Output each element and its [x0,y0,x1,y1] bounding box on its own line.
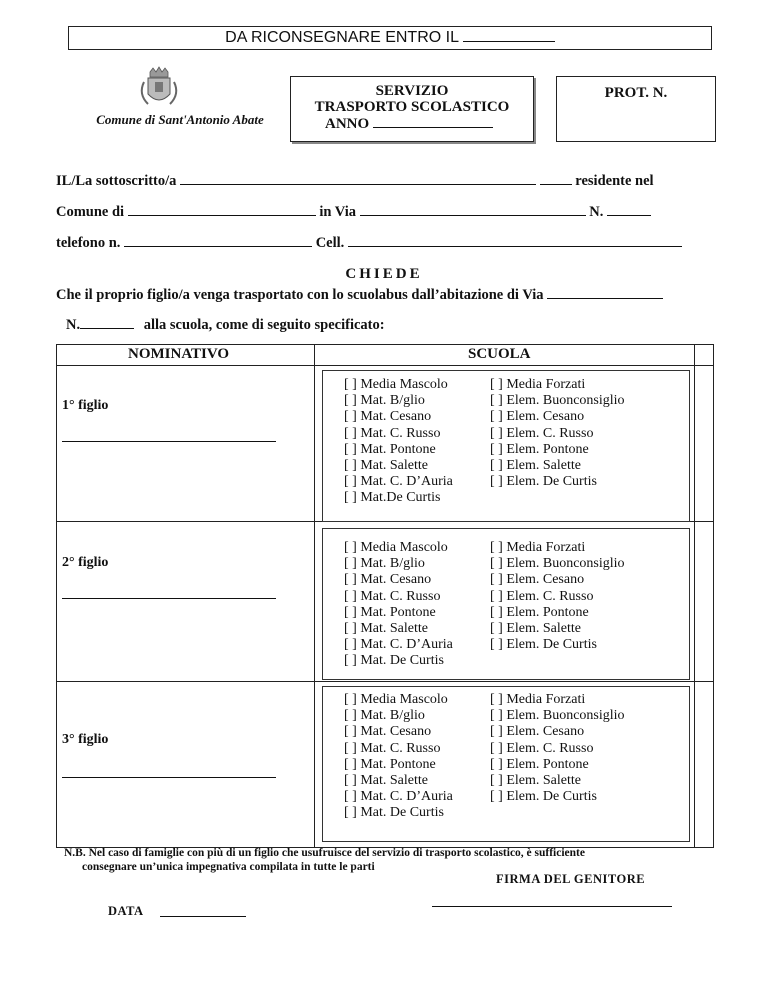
comune-field-label: Comune di [56,204,125,220]
option-item[interactable]: [ ] Mat. C. Russo [344,740,441,756]
col-scuola: SCUOLA [468,346,531,362]
table-row-divider-2 [56,681,714,682]
service-title-line2: TRASPORTO SCOLASTICO [314,99,510,115]
richiesta-row [56,286,663,304]
sottoscritto-row [56,172,654,190]
comune-row [56,203,651,221]
richiesta-via-field[interactable] [547,286,663,299]
figlio-3-label: 3° figlio [62,732,109,747]
option-item[interactable]: [ ] Media Mascolo [344,540,448,555]
figlio-2-label: 2° figlio [62,555,109,570]
col-nominativo: NOMINATIVO [128,346,230,362]
sottoscritto-extra-field[interactable] [540,172,572,185]
cell-label: Cell. [315,235,345,251]
telefono-field[interactable] [124,234,312,247]
anno-label: ANNO [325,116,370,132]
option-item[interactable]: [ ] Elem. C. Russo [490,740,594,756]
nota-bene-line2: consegnare un’unica impegnativa compilata in tutte le parti [82,861,375,873]
option-item[interactable]: [ ] Mat. Cesano [344,572,432,588]
option-item[interactable]: [ ] Elem. C. Russo [490,588,594,604]
option-item[interactable]: [ ] Elem. Salette [490,621,581,637]
option-item[interactable]: [ ] Mat. Salette [344,773,428,789]
option-item[interactable]: [ ] Mat. Pontone [344,756,436,772]
option-item[interactable]: [ ] Mat. Salette [344,621,428,637]
option-item[interactable]: [ ] Mat. B/glio [344,708,425,724]
option-item[interactable]: [ ] Mat. C. D’Auria [344,474,453,490]
table-right-column-divider [694,344,695,847]
option-item[interactable]: [ ] Media Mascolo [344,692,448,707]
n-label: N. [66,317,81,333]
nota-bene [64,846,585,874]
option-item[interactable]: [ ] Elem. C. Russo [490,425,594,441]
service-title-line1: SERVIZIO [375,83,449,99]
figlio-3-name-field[interactable] [62,776,276,778]
option-item[interactable]: [ ] Elem. De Curtis [490,789,597,805]
option-item[interactable]: [ ] Elem. Cesano [490,409,585,425]
option-item[interactable]: [ ] Mat. Cesano [344,409,432,425]
option-item[interactable]: [ ] Elem. Cesano [490,724,585,740]
data-label: DATA [108,904,144,918]
option-item[interactable]: [ ] Elem. Buonconsiglio [490,393,625,409]
option-item[interactable]: [ ] Media Forzati [490,540,586,555]
option-item[interactable]: [ ] Elem. Buonconsiglio [490,556,625,572]
protocol-box[interactable] [556,76,716,142]
deadline-blank[interactable] [463,27,555,42]
option-item[interactable]: [ ] Mat. B/glio [344,393,425,409]
option-item[interactable]: [ ] Elem. Pontone [490,441,589,457]
firma-field[interactable] [432,906,672,907]
option-item[interactable]: [ ] Elem. Salette [490,773,581,789]
telefono-row [56,234,682,252]
sottoscritto-label: IL/La sottoscritto/a [56,173,177,189]
option-item[interactable]: [ ] Media Forzati [490,692,586,707]
option-item[interactable]: [ ] Mat. C. Russo [344,588,441,604]
option-item[interactable]: [ ] Mat. B/glio [344,556,425,572]
n-field[interactable] [80,316,134,329]
options-left-3 [344,692,453,822]
option-item[interactable]: [ ] Media Mascolo [344,377,448,392]
residente-label: residente nel [575,173,654,189]
option-item[interactable]: [ ] Mat. Pontone [344,604,436,620]
option-item[interactable]: [ ] Media Forzati [490,377,586,392]
via-field[interactable] [360,203,586,216]
comune-name: Comune di Sant'Antonio Abate [96,112,264,127]
table-column-divider [314,344,315,847]
options-right-2 [490,540,625,653]
option-item[interactable]: [ ] Elem. Cesano [490,572,585,588]
telefono-label: telefono n. [56,235,121,251]
options-right-3 [490,692,625,805]
cell-field[interactable] [348,234,682,247]
sottoscritto-field[interactable] [180,172,536,185]
deadline-banner [68,26,712,50]
option-item[interactable]: [ ] Mat. C. D’Auria [344,637,453,653]
deadline-text: DA RICONSEGNARE ENTRO IL [225,29,459,46]
protocol-label: PROT. N. [604,85,668,101]
anno-field[interactable] [373,115,493,128]
option-item[interactable]: [ ] Elem. Buonconsiglio [490,708,625,724]
options-left-2 [344,540,453,670]
figlio-1-name-field[interactable] [62,440,276,442]
data-field[interactable] [160,916,246,917]
via-label: in Via [319,204,357,220]
option-item[interactable]: [ ] Elem. De Curtis [490,474,597,490]
option-item[interactable]: [ ] Mat. C. D’Auria [344,789,453,805]
firma-label: FIRMA DEL GENITORE [496,872,646,886]
option-item[interactable]: [ ] Mat.De Curtis [344,490,441,506]
option-item[interactable]: [ ] Mat. Salette [344,458,428,474]
numero-label: N. [589,204,604,220]
nota-bene-line1: N.B. Nel caso di famiglie con più di un figlio che usufruisce del servizio di trasporto scolastico, è sufficiente [64,847,585,859]
option-item[interactable]: [ ] Elem. Pontone [490,756,589,772]
table-header-divider [56,365,714,366]
service-title-box [290,76,534,142]
options-right-1 [490,377,625,490]
option-item[interactable]: [ ] Elem. De Curtis [490,637,597,653]
option-item[interactable]: [ ] Mat. C. Russo [344,425,441,441]
option-item[interactable]: [ ] Mat. Cesano [344,724,432,740]
richiesta-text: Che il proprio figlio/a venga trasportato con lo scuolabus dall’abitazione di Via [56,287,544,303]
option-item[interactable]: [ ] Mat. De Curtis [344,805,444,821]
comune-field[interactable] [128,203,316,216]
options-left-1 [344,377,453,507]
figlio-2-name-field[interactable] [62,597,276,599]
option-item[interactable]: [ ] Elem. Salette [490,458,581,474]
option-item[interactable]: [ ] Mat. De Curtis [344,653,444,669]
option-item[interactable]: [ ] Mat. Pontone [344,441,436,457]
n-scuola-row [66,316,385,334]
figlio-1-label: 1° figlio [62,398,109,413]
chiede-heading: CHIEDE [345,266,423,282]
municipal-crest-icon [134,64,184,110]
numero-field[interactable] [607,203,651,216]
scuola-text: alla scuola, come di seguito specificato: [143,317,385,333]
option-item[interactable]: [ ] Elem. Pontone [490,604,589,620]
